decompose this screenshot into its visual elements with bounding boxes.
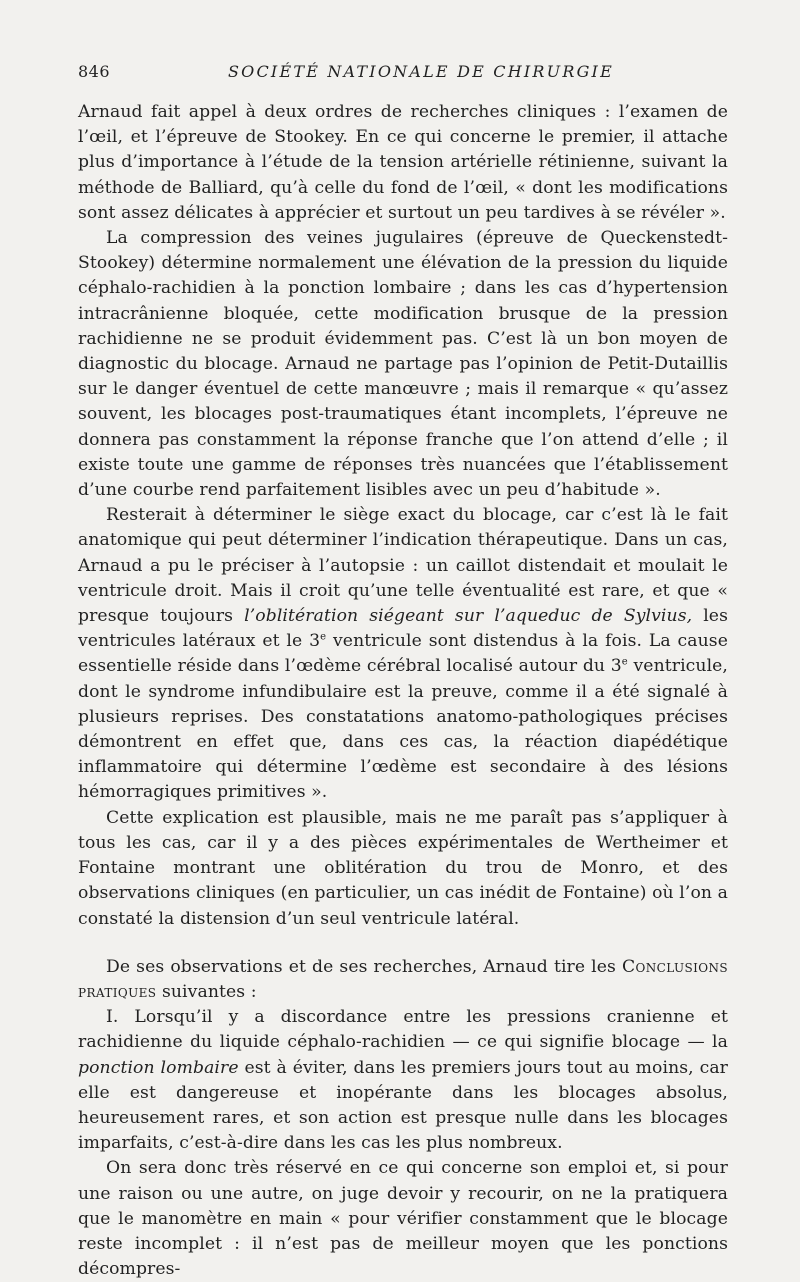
paragraph-3 bbox=[78, 503, 728, 805]
section-gap bbox=[78, 932, 728, 955]
small-caps-heading: Conclusions pratiques bbox=[78, 956, 728, 1002]
paragraph-text: Cette explication est plausible, mais ne me paraît pas s’appliquer à tous les cas, car il y a des pièces expérimentales de Wertheimer et Fontaine montrant une oblitération du trou de Monro, et des observations cliniques (en particulier, un cas inédit de Fontaine) où l’on a constaté la distension d’un seul ventricule latéral. bbox=[78, 807, 728, 929]
paragraph-text: est à éviter, dans les premiers jours tout au moins, car elle est dangereuse et inopérante dans les blocages absolus, heureusement rares, et son action est presque nulle dans les blocages imparfaits, c’est-à-dire dans les cas les plus nombreux. bbox=[78, 1057, 728, 1154]
paragraph-6 bbox=[78, 1005, 728, 1156]
page-header bbox=[78, 62, 728, 86]
paragraph-text: ventricule, dont le syndrome infundibulaire est la preuve, comme il a été signalé à plusieurs reprises. Des constatations anatomo-pathologiques précises démontrent en effet que, dans ces cas, la réaction diapédétique inflammatoire qui détermine l’œdème est secondaire à des lésions hémorragiques primitives ». bbox=[78, 656, 728, 803]
paragraph-text: I. Lorsqu’il y a discordance entre les pressions cranienne et rachidienne du liquide céphalo-rachidien — ce qui signifie blocage — la bbox=[78, 1007, 728, 1053]
page-number: 846 bbox=[78, 62, 111, 81]
paragraph-1 bbox=[78, 100, 728, 226]
italic-term: ponction lombaire bbox=[78, 1057, 239, 1078]
paragraph-text: La compression des veines jugulaires (épreuve de Queckenstedt-Stookey) détermine normalement une élévation de la pression du liquide céphalo-rachidien à la ponction lombaire ; dans les cas d’hypertension intracrânienne bloquée, cette modification brusque de la pression rachidienne ne se produit évidemment pas. C’est là un bon moyen de diagnostic du blocage. Arnaud ne partage pas l’opinion de Petit-Dutaillis sur le danger éventuel de cette manœuvre ; mais il remarque « qu’assez souvent, les blocages post-traumatiques étant incomplets, l’épreuve ne donnera pas constamment la réponse franche que l’on attend d’elle ; il existe toute une gamme de réponses très nuancées que l’établissement d’une courbe rend parfaitement lisibles avec un peu d’habitude ». bbox=[78, 228, 728, 501]
paragraph-text: les ventricules latéraux et le 3 bbox=[78, 606, 729, 652]
running-title: SOCIÉTÉ NATIONALE DE CHIRURGIE bbox=[228, 62, 614, 81]
paragraph-text: Resterait à déterminer le siège exact du blocage, car c’est là le fait anatomique qui peut déterminer l’indication thérapeutique. Dans un cas, Arnaud a pu le préciser à l’autopsie : un caillot distendait et moulait le ventricule droit. Mais il croit qu’une telle éventualité est rare, et que « presque toujours bbox=[78, 505, 728, 627]
paragraph-4 bbox=[78, 806, 728, 932]
paragraph-text: De ses observations et de ses recherches, Arnaud tire les bbox=[106, 956, 622, 977]
paragraph-text: ventricule sont distendus à la fois. La cause essentielle réside dans l’œdème cérébral localisé autour du 3 bbox=[78, 631, 728, 677]
paragraph-5 bbox=[78, 955, 728, 1005]
ordinal-superscript: e bbox=[320, 631, 327, 643]
paragraph-7 bbox=[78, 1156, 728, 1282]
page-body bbox=[78, 100, 728, 1282]
paragraph-text: On sera donc très réservé en ce qui concerne son emploi et, si pour une raison ou une autre, on juge devoir y recourir, on ne la pratiquera que le manomètre en main « pour vérifier constamment que le blocage reste incomplet : il n’est pas de meilleur moyen que les ponctions décompres- bbox=[78, 1158, 728, 1280]
paragraph-text: Arnaud fait appel à deux ordres de recherches cliniques : l’examen de l’œil, et l’épreuve de Stookey. En ce qui concerne le premier, il attache plus d’importance à l’étude de la tension artérielle rétinienne, suivant la méthode de Balliard, qu’à celle du fond de l’œil, « dont les modifications sont assez délicates à apprécier et surtout un peu tardives à se révéler ». bbox=[78, 102, 728, 223]
italic-quote: l’oblitération siégeant sur l’aqueduc de Sylvius, bbox=[244, 606, 693, 627]
paragraph-2 bbox=[78, 226, 728, 503]
ordinal-superscript: e bbox=[621, 656, 628, 668]
paragraph-text: suivantes : bbox=[156, 981, 257, 1002]
